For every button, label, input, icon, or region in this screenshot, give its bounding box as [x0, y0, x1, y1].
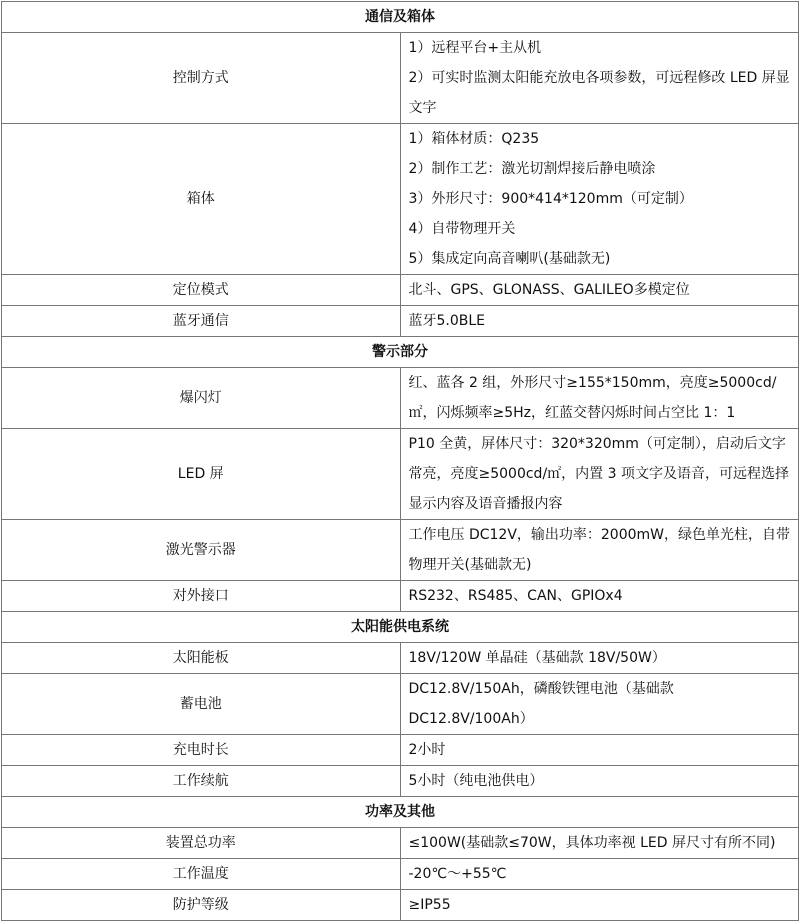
spec-value-line: DC12.8V/150Ah，磷酸铁锂电池（基础款 DC12.8V/100Ah）: [408, 681, 674, 727]
section-header-row: [2, 2, 799, 33]
spec-table-body: [2, 2, 799, 921]
spec-value-line: P10 全黄，屏体尺寸：320*320mm（可定制），启动后文字常亮，亮度≥5000cd/㎡，内置 3 项文字及语音，可远程选择显示内容及语音播报内容: [408, 436, 789, 512]
spec-value: [400, 368, 799, 429]
spec-value: [400, 520, 799, 581]
spec-value: [400, 859, 799, 890]
spec-value: [400, 124, 799, 275]
spec-label: 蓄电池: [2, 674, 401, 735]
spec-value: [400, 735, 799, 766]
spec-table: [1, 1, 799, 921]
spec-label: 充电时长: [2, 735, 401, 766]
spec-row: [2, 306, 799, 337]
spec-row: [2, 429, 799, 520]
section-header-row: [2, 797, 799, 828]
spec-label: 爆闪灯: [2, 368, 401, 429]
spec-value-line: 3）外形尺寸：900*414*120mm（可定制）: [408, 191, 693, 207]
spec-label: 箱体: [2, 124, 401, 275]
spec-value-line: ≥IP55: [408, 897, 451, 913]
spec-row: [2, 275, 799, 306]
spec-value: [400, 306, 799, 337]
spec-row: [2, 674, 799, 735]
spec-value: [400, 581, 799, 612]
spec-row: [2, 368, 799, 429]
spec-value-line: 2）制作工艺：激光切割焊接后静电喷涂: [408, 161, 656, 177]
section-header-row: [2, 337, 799, 368]
spec-label: 激光警示器: [2, 520, 401, 581]
spec-row: [2, 581, 799, 612]
spec-value: [400, 828, 799, 859]
spec-row: [2, 766, 799, 797]
section-title: 太阳能供电系统: [2, 612, 799, 643]
spec-value-line: 1）箱体材质：Q235: [408, 131, 540, 147]
spec-row: [2, 735, 799, 766]
spec-value: [400, 33, 799, 124]
spec-row: [2, 828, 799, 859]
section-title: 功率及其他: [2, 797, 799, 828]
spec-row: [2, 520, 799, 581]
spec-value-line: 18V/120W 单晶硅（基础款 18V/50W）: [408, 650, 666, 666]
spec-label: 蓝牙通信: [2, 306, 401, 337]
spec-value-line: 北斗、GPS、GLONASS、GALILEO多模定位: [408, 282, 690, 298]
spec-row: [2, 890, 799, 921]
spec-row: [2, 33, 799, 124]
spec-value: [400, 674, 799, 735]
spec-value-line: 蓝牙5.0BLE: [408, 313, 486, 329]
spec-label: 防护等级: [2, 890, 401, 921]
spec-label: 定位模式: [2, 275, 401, 306]
spec-value-line: 工作电压 DC12V，输出功率：2000mW，绿色单光柱，自带物理开关(基础款无): [408, 527, 791, 573]
spec-label: LED 屏: [2, 429, 401, 520]
spec-value-line: 5小时（纯电池供电）: [408, 773, 544, 789]
spec-row: [2, 124, 799, 275]
spec-value: [400, 275, 799, 306]
spec-value-line: ≤100W(基础款≤70W，具体功率视 LED 屏尺寸有所不同): [408, 835, 776, 851]
spec-label: 太阳能板: [2, 643, 401, 674]
spec-value-line: RS232、RS485、CAN、GPIOx4: [408, 588, 623, 604]
spec-value: [400, 643, 799, 674]
spec-value-line: 4）自带物理开关: [408, 221, 516, 237]
section-title: 警示部分: [2, 337, 799, 368]
spec-value: [400, 890, 799, 921]
spec-value-line: 1）远程平台+主从机: [408, 40, 542, 56]
spec-label: 工作温度: [2, 859, 401, 890]
section-title: 通信及箱体: [2, 2, 799, 33]
spec-row: [2, 859, 799, 890]
spec-value: [400, 766, 799, 797]
spec-label: 工作续航: [2, 766, 401, 797]
spec-value-line: 5）集成定向高音喇叭(基础款无): [408, 251, 611, 267]
spec-label: 控制方式: [2, 33, 401, 124]
spec-value-line: 2）可实时监测太阳能充放电各项参数，可远程修改 LED 屏显文字: [408, 70, 790, 116]
spec-value-line: 红、蓝各 2 组，外形尺寸≥155*150mm，亮度≥5000cd/㎡，闪烁频率≥5Hz，红蓝交替闪烁时间占空比 1：1: [408, 375, 777, 421]
spec-label: 装置总功率: [2, 828, 401, 859]
section-header-row: [2, 612, 799, 643]
spec-value: [400, 429, 799, 520]
spec-value-line: -20℃～+55℃: [408, 866, 507, 882]
spec-label: 对外接口: [2, 581, 401, 612]
spec-value-line: 2小时: [408, 742, 446, 758]
spec-row: [2, 643, 799, 674]
